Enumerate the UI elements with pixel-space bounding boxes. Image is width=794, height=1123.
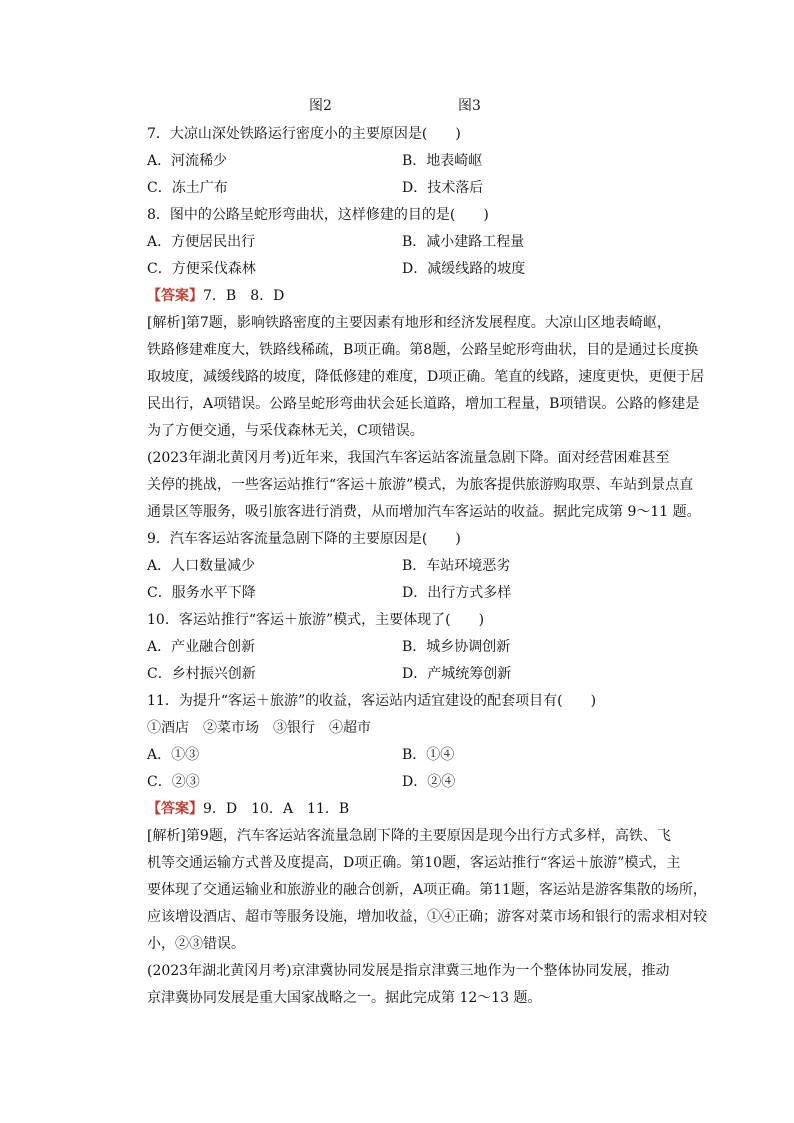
answer-text: 7．B 8．D [203, 288, 285, 304]
question-11-stem: 11．为提升“客运＋旅游”的收益，客运站内适宜建设的配套项目有( ) [147, 693, 597, 709]
answer-text: 9．D 10．A 11．B [203, 801, 350, 817]
question-10-options-row-2 [147, 661, 667, 688]
material-2-line: 关停的挑战，一些客运站推行“客运＋旅游”模式，为旅客提供旅游购取票、车站到景点直 [147, 477, 694, 493]
material-paragraph-3 [147, 958, 670, 1012]
question-11-options-row-2 [147, 769, 667, 796]
question-11-options-row-1 [147, 742, 667, 769]
question-7-options-row-1 [147, 148, 667, 175]
analysis-1-line: [解析]第7题，影响铁路密度的主要因素有地形和经济发展程度。大凉山区地表崎岖， [147, 315, 671, 331]
question-8-stem: 8．图中的公路呈蛇形弯曲状，这样修建的目的是( ) [147, 207, 489, 223]
question-11-items: ①酒店 ②菜市场 ③银行 ④超市 [147, 720, 371, 736]
answer-block-1 [147, 283, 667, 310]
question-7-option-b[interactable]: B．地表崎岖 [402, 153, 483, 169]
analysis-2-line: 机等交通运输方式普及度提高，D项正确。第10题，客运站推行“客运＋旅游”模式，主 [147, 855, 681, 871]
material-2-line: (2023年湖北黄冈月考)近年来，我国汽车客运站客流量急剧下降。面对经营困难甚至 [147, 450, 670, 466]
question-11-option-b[interactable]: B．①④ [402, 747, 455, 763]
question-10-option-d[interactable]: D．产城统筹创新 [402, 666, 512, 682]
analysis-2-line: 应该增设酒店、超市等服务设施，增加收益，①④正确；游客对菜市场和银行的需求相对较 [147, 909, 707, 925]
question-9-option-c[interactable]: C．服务水平下降 [147, 585, 256, 601]
material-2-line: 通景区等服务，吸引旅客进行消费，从而增加汽车客运站的收益。据此完成第 9～11 题。 [147, 504, 701, 520]
answer-label: 【答案】 [147, 288, 203, 304]
figure-captions [0, 96, 794, 116]
question-10-option-a[interactable]: A．产业融合创新 [147, 639, 256, 655]
question-10-stem: 10．客运站推行“客运＋旅游”模式，主要体现了( ) [147, 612, 485, 628]
question-8-option-c[interactable]: C．方便采伐森林 [147, 261, 256, 277]
answer-label: 【答案】 [147, 801, 203, 817]
figure-2-caption: 图2 [309, 98, 332, 114]
material-paragraph-2 [147, 445, 701, 526]
answer-block-2 [147, 796, 667, 823]
question-8-options-row-2 [147, 256, 667, 283]
question-9-stem: 9．汽车客运站客流量急剧下降的主要原因是( ) [147, 531, 461, 547]
question-10-option-c[interactable]: C．乡村振兴创新 [147, 666, 256, 682]
question-8-options-row-1 [147, 229, 667, 256]
question-8-option-d[interactable]: D．减缓线路的坡度 [402, 261, 526, 277]
question-8-option-b[interactable]: B．减小建路工程量 [402, 234, 525, 250]
question-11-option-d[interactable]: D．②④ [402, 774, 456, 790]
question-content [147, 121, 707, 1012]
question-9-options-row-1 [147, 553, 667, 580]
question-9-option-b[interactable]: B．车站环境恶劣 [402, 558, 511, 574]
question-7-option-a[interactable]: A．河流稀少 [147, 153, 228, 169]
question-7-option-d[interactable]: D．技术落后 [402, 180, 484, 196]
question-10-option-b[interactable]: B．城乡协调创新 [402, 639, 511, 655]
material-3-line: 京津冀协同发展是重大国家战略之一。据此完成第 12～13 题。 [147, 990, 542, 1006]
analysis-2-line: 小，②③错误。 [147, 936, 245, 952]
analysis-paragraph-1 [147, 310, 705, 445]
question-11-option-a[interactable]: A．①③ [147, 747, 200, 763]
question-11-option-c[interactable]: C．②③ [147, 774, 200, 790]
material-3-line: (2023年湖北黄冈月考)京津冀协同发展是指京津冀三地作为一个整体协同发展，推动 [147, 963, 670, 979]
analysis-paragraph-2 [147, 823, 707, 958]
analysis-1-line: 取坡度，减缓线路的坡度，降低修建的难度，D项正确。笔直的线路，速度更快，更便于居 [147, 369, 705, 385]
question-7-options-row-2 [147, 175, 667, 202]
analysis-1-line: 为了方便交通，与采伐森林无关，C项错误。 [147, 423, 424, 439]
question-7-stem: 7．大凉山深处铁路运行密度小的主要原因是( ) [147, 126, 461, 142]
question-8-option-a[interactable]: A．方便居民出行 [147, 234, 256, 250]
question-10-options-row-1 [147, 634, 667, 661]
analysis-1-line: 铁路修建难度大，铁路线稀疏，B项正确。第8题，公路呈蛇形弯曲状，目的是通过长度换 [147, 342, 699, 358]
question-9-option-a[interactable]: A．人口数量减少 [147, 558, 256, 574]
question-9-options-row-2 [147, 580, 667, 607]
analysis-1-line: 民出行，A项错误。公路呈蛇形弯曲状会延长道路，增加工程量，B项错误。公路的修建是 [147, 396, 700, 412]
question-7-option-c[interactable]: C．冻土广布 [147, 180, 228, 196]
figure-3-caption: 图3 [458, 98, 481, 114]
analysis-2-line: 要体现了交通运输业和旅游业的融合创新，A项正确。第11题，客运站是游客集散的场所， [147, 882, 707, 898]
analysis-2-line: [解析]第9题，汽车客运站客流量急剧下降的主要原因是现今出行方式多样，高铁、飞 [147, 828, 671, 844]
question-9-option-d[interactable]: D．出行方式多样 [402, 585, 512, 601]
